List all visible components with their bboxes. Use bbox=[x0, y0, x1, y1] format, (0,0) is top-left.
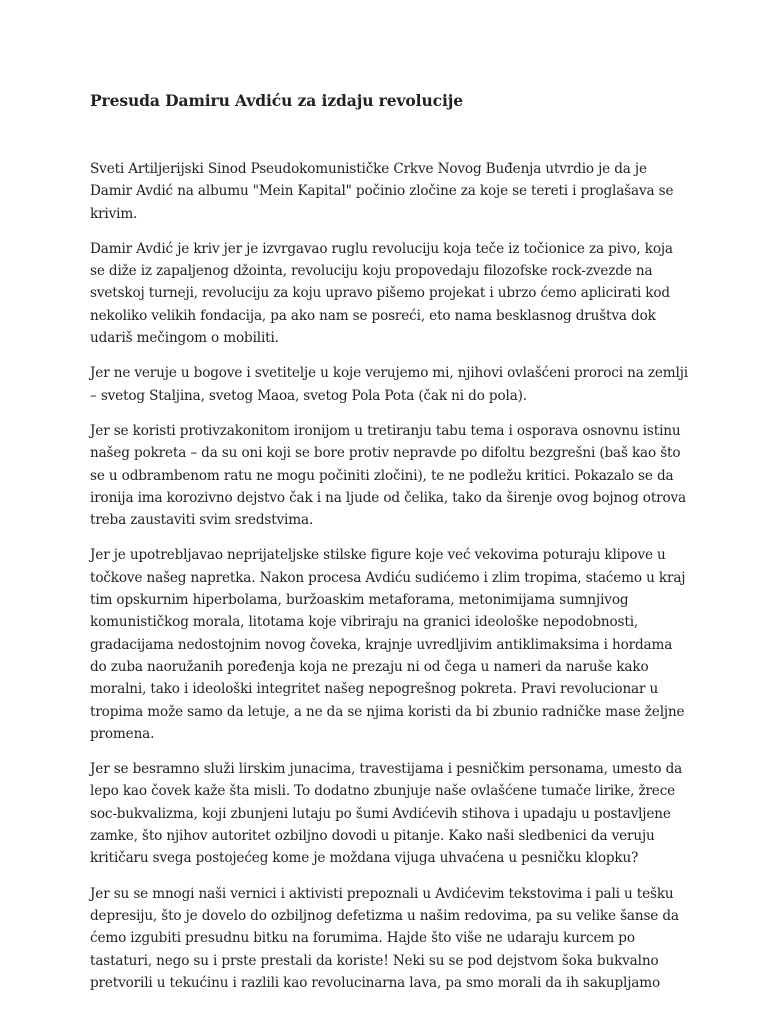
paragraph-4: Jer se koristi protivzakonitom ironijom u tretiranju tabu tema i osporava osnovnu istinu našeg pokreta – da su oni koji se bore protiv nepravde po difoltu bezgrešni (baš kao što se u odbrambenom ratu ne mogu počiniti zločini), te ne podležu kritici. Pokazalo se da ironija ima korozivno dejstvo čak i na ljude od čelika, tako da širenje ovog bojnog otrova treba zaustaviti svim sredstvima. bbox=[90, 422, 687, 529]
paragraph-7: Jer su se mnogi naši vernici i aktivisti prepoznali u Avdićevim tekstovima i pali u tešku depresiju, što je dovelo do ozbiljnog defetizma u našim redovima, pa su velike šanse da ćemo izgubiti presudnu bitku na forumima. Hajde što više ne udaraju kurcem po tastaturi, nego su i prste prestali da koriste! Neki su se pod dejstvom šoka bukvalno pretvorili u tekućinu i razlili kao revolucinarna lava, pa smo morali da ih sakupljamo bbox=[90, 885, 679, 991]
document-title: Presuda Damiru Avdiću za izdaju revolucije bbox=[90, 91, 464, 110]
paragraph-1: Sveti Artiljerijski Sinod Pseudokomunističke Crkve Novog Buđenja utvrdio je da je Damir Avdić na albumu "Mein Kapital" počinio zločine za koje se tereti i proglašava se krivim. bbox=[90, 161, 674, 222]
paragraph-3: Jer ne veruje u bogove i svetitelje u koje verujemo mi, njihovi ovlašćeni proroci na zemlji – svetog Staljina, svetog Maoa, svetog Pola Pota (čak ni do pola). bbox=[90, 365, 688, 404]
document-page bbox=[90, 88, 690, 1007]
paragraph-2: Damir Avdić je kriv jer je izvrgavao ruglu revoluciju koja teče iz točionice za pivo, koja se diže iz zapaljenog džointa, revoluciju koju propovedaju filozofske rock-zvezde na svetskoj turneji, revoluciju za koju upravo pišemo projekat i ubrzo ćemo aplicirati kod nekoliko velikih fondacija, pa ako nam se posreći, eto nama besklasnog društva dok udariš mečingom o mobiliti. bbox=[90, 240, 673, 347]
paragraph-5: Jer je upotrebljavao neprijateljske stilske figure koje već vekovima poturaju klipove u točkove našeg napretka. Nakon procesa Avdiću sudićemo i zlim tropima, staćemo u kraj tim opskurnim hiperbolama, buržoaskim metaforama, metonimijama sumnjivog komunističkog morala, litotama koje vibriraju na granici ideološke nepodobnosti, gradacijama nedostojnim novog čoveka, krajnje uvredljivim antiklimaksima i hordama do zuba naoružanih poređenja koja ne prezaju ni od čega u nameri da naruše kako moralni, tako i ideološki integritet našeg nepogrešnog pokreta. Pravi revolucionar u tropima može samo da letuje, a ne da se njima koristi da bi zbunio radničke mase željne promena. bbox=[90, 547, 686, 742]
paragraph-6: Jer se besramno služi lirskim junacima, travestijama i pesničkim personama, umesto da lepo kao čovek kaže šta misli. To dodatno zbunjuje naše ovlašćene tumače lirike, žrece soc-bukvalizma, koji zbunjeni lutaju po šumi Avdićevih stihova i upadaju u postavljene zamke, što njihov autoritet ozbiljno dovodi u pitanje. Kako naši sledbenici da veruju kritičaru svega postojećeg kome je moždana vijuga uhvaćena u pesničku klopku? bbox=[90, 761, 683, 867]
